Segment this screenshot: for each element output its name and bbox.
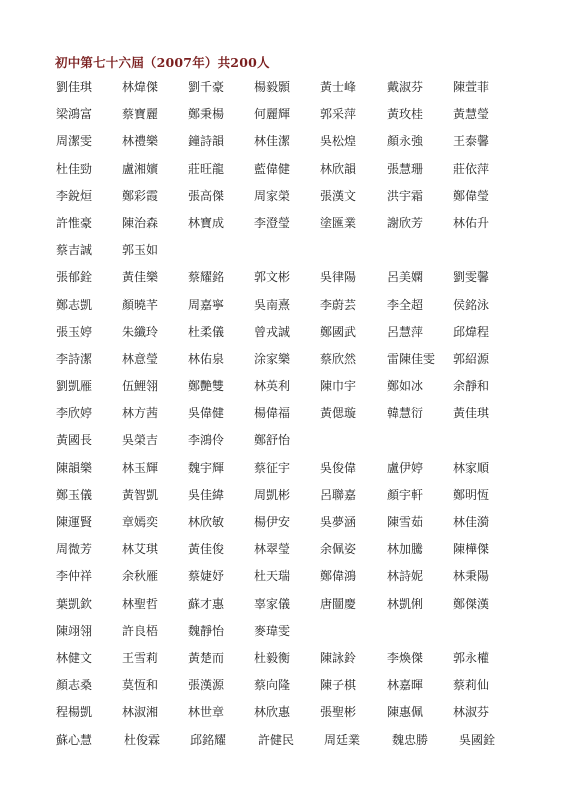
student-name: 鄭國武	[320, 324, 357, 339]
student-name: 呂美嫻	[387, 270, 424, 285]
student-name: 張慧珊	[387, 161, 424, 176]
student-name: 藍偉健	[254, 161, 291, 176]
student-name: 李詩潔	[56, 351, 93, 366]
student-name: 杜天瑞	[254, 569, 291, 584]
student-name: 杜佳勁	[56, 161, 93, 176]
student-name: 周微芳	[56, 542, 93, 557]
student-name: 余秋雁	[122, 569, 159, 584]
student-name: 周凱彬	[254, 487, 291, 502]
student-name: 黃智凱	[122, 487, 159, 502]
student-name: 莫恆和	[122, 678, 159, 693]
student-name: 鄭艷雙	[188, 379, 225, 394]
student-name: 林佳潔	[254, 134, 291, 149]
name-row	[56, 732, 526, 759]
student-name: 林煒傑	[122, 80, 159, 94]
student-name: 黃佳琪	[453, 406, 490, 421]
student-name: 陳樺傑	[453, 542, 490, 557]
student-name: 唐闓慶	[320, 596, 357, 611]
student-name: 蔡欣然	[320, 351, 357, 366]
student-name: 林意瑩	[122, 351, 159, 366]
student-name: 陳巾宇	[320, 379, 357, 394]
student-name: 伍鯉翎	[122, 379, 159, 394]
student-name: 張漢文	[320, 188, 357, 203]
student-name: 楊毅顥	[254, 80, 291, 94]
student-name: 杜俊霖	[124, 732, 161, 747]
page-title: 初中第七十六屆（2007年）共200人	[55, 55, 270, 70]
student-name: 王泰馨	[453, 134, 490, 149]
student-name: 李鴻伶	[188, 433, 225, 448]
name-row	[56, 324, 526, 351]
student-name: 蔡耀銘	[188, 270, 225, 285]
student-name: 王雪莉	[122, 650, 159, 665]
student-name: 鄭如冰	[387, 379, 424, 394]
student-name: 郭采萍	[320, 107, 357, 122]
name-row	[56, 106, 526, 133]
student-name: 劉凱雁	[56, 379, 93, 394]
student-name: 許惟豪	[56, 215, 93, 230]
student-name: 陳雪茹	[387, 515, 424, 529]
name-row	[56, 133, 526, 160]
student-name: 蔡莉仙	[453, 678, 490, 693]
student-name: 張漢源	[188, 678, 225, 693]
student-name: 周潔雯	[56, 134, 93, 149]
student-name: 林凱俐	[387, 596, 424, 611]
student-name: 林欣韻	[320, 161, 357, 176]
student-name: 魏忠勝	[392, 732, 429, 747]
student-name: 黃佳樂	[122, 270, 159, 285]
student-name: 林世章	[188, 705, 225, 720]
name-row	[56, 269, 526, 296]
student-name: 林佑升	[453, 215, 490, 230]
student-name: 鄭玉儀	[56, 487, 93, 502]
student-name: 林英利	[254, 379, 291, 394]
student-name: 李仲祥	[56, 569, 93, 584]
student-name: 吳國銓	[459, 732, 496, 747]
student-name: 吳偉健	[188, 406, 225, 421]
student-name: 蔡婕妤	[188, 569, 225, 584]
student-name: 林欣敏	[188, 515, 225, 529]
student-name: 郭永權	[453, 650, 490, 665]
student-name: 陳詠鈴	[320, 650, 357, 665]
student-name: 林佳漪	[453, 515, 490, 529]
student-name: 吳榮吉	[122, 433, 159, 448]
student-name: 邱銘耀	[190, 732, 227, 747]
student-name: 蔡吉誠	[56, 243, 93, 258]
student-name: 魏靜怡	[188, 623, 225, 638]
student-name: 張郁銓	[56, 270, 93, 285]
student-name: 許健民	[258, 732, 295, 747]
student-name: 黃佳俊	[188, 542, 225, 557]
name-row	[56, 568, 526, 595]
student-name: 盧湘嬪	[122, 161, 159, 176]
student-name: 顏永強	[387, 134, 424, 149]
name-row	[56, 351, 526, 378]
student-name: 雷陳佳雯	[387, 351, 436, 366]
student-name: 章嫣奕	[122, 515, 159, 529]
student-name: 鄭志凱	[56, 297, 93, 312]
student-name: 鐘詩韻	[188, 134, 225, 149]
student-name: 余佩姿	[320, 542, 357, 557]
student-name: 塗匯業	[320, 215, 357, 230]
student-name: 杜柔儀	[188, 324, 225, 339]
student-name: 林健文	[56, 650, 93, 665]
student-name: 鄭秉楊	[188, 107, 225, 122]
student-name: 林玉輝	[122, 460, 159, 475]
student-name: 林聖哲	[122, 596, 159, 611]
student-name: 蘇才惠	[188, 596, 225, 611]
student-name: 李澄瑩	[254, 215, 291, 230]
student-name: 張玉婷	[56, 324, 93, 339]
student-name: 顏曉芊	[122, 297, 159, 312]
student-name: 林禮樂	[122, 134, 159, 149]
student-name: 鄭明恆	[453, 487, 490, 502]
student-name: 吳夢涵	[320, 515, 357, 529]
student-name: 謝欣芳	[387, 215, 424, 230]
name-row	[56, 79, 526, 106]
student-name: 莊旺龍	[188, 161, 225, 176]
student-name: 李欣婷	[56, 406, 93, 421]
student-name: 黃國長	[56, 433, 93, 448]
student-name: 李銳烜	[56, 188, 93, 203]
student-name: 顏宇軒	[387, 487, 424, 502]
student-name: 周家榮	[254, 188, 291, 203]
student-name: 林欣惠	[254, 705, 291, 720]
student-name: 吳松煌	[320, 134, 357, 149]
student-name: 葉凱欽	[56, 596, 93, 611]
name-row	[56, 242, 526, 269]
student-name: 陳韻樂	[56, 460, 93, 475]
student-name: 楊偉福	[254, 406, 291, 421]
student-name: 林秉陽	[453, 569, 490, 584]
student-name: 劉千豪	[188, 80, 225, 94]
student-name: 陳運賢	[56, 515, 93, 529]
student-name: 余靜和	[453, 379, 490, 394]
student-name: 黃慧瑩	[453, 107, 490, 122]
student-name: 鄭傑漢	[453, 596, 490, 611]
student-name: 李蔚芸	[320, 297, 357, 312]
name-row	[56, 405, 526, 432]
student-name: 戴淑芬	[387, 80, 424, 94]
student-name: 魏宇輝	[188, 460, 225, 475]
name-row	[56, 704, 526, 731]
student-name: 李全超	[387, 297, 424, 312]
student-name: 蘇心慧	[56, 732, 93, 747]
student-name: 黃楚而	[188, 650, 225, 665]
name-row	[56, 460, 526, 487]
name-row	[56, 378, 526, 405]
student-name: 盧伊婷	[387, 460, 424, 475]
name-row	[56, 188, 526, 215]
student-name: 楊伊安	[254, 515, 291, 529]
student-name: 林寶成	[188, 215, 225, 230]
name-row	[56, 596, 526, 623]
student-name: 鄭彩霞	[122, 188, 159, 203]
student-name: 林翠瑩	[254, 542, 291, 557]
student-name: 蔡寶麗	[122, 107, 159, 122]
student-name: 黃偲璇	[320, 406, 357, 421]
student-name: 洪宇霜	[387, 188, 424, 203]
student-name: 陳子棋	[320, 678, 357, 693]
student-name: 呂慧萍	[387, 324, 424, 339]
student-name: 侯銘泳	[453, 297, 490, 312]
name-row	[56, 677, 526, 704]
name-row	[56, 487, 526, 514]
student-name: 郭玉如	[122, 243, 159, 258]
student-name: 朱纖玲	[122, 324, 159, 339]
student-name: 陳惠佩	[387, 705, 424, 720]
student-name: 蔡征宇	[254, 460, 291, 475]
student-name: 黃士峰	[320, 80, 357, 94]
student-name: 張高傑	[188, 188, 225, 203]
student-name: 鄭偉瑩	[453, 188, 490, 203]
student-name: 呂聯嘉	[320, 487, 357, 502]
student-name: 林淑芬	[453, 705, 490, 720]
name-row	[56, 541, 526, 568]
student-name: 許良梧	[122, 623, 159, 638]
student-name: 梁鴻富	[56, 107, 93, 122]
student-name: 吳佳緯	[188, 487, 225, 502]
student-name: 何麗輝	[254, 107, 291, 122]
student-name: 涂家樂	[254, 351, 291, 366]
student-name: 鄭偉鴻	[320, 569, 357, 584]
student-name: 吳律陽	[320, 270, 357, 285]
name-row	[56, 623, 526, 650]
student-name: 鄭舒怡	[254, 433, 291, 448]
student-name: 林艾琪	[122, 542, 159, 557]
student-name: 韓慧衍	[387, 406, 424, 421]
name-row	[56, 650, 526, 677]
student-name: 莊依萍	[453, 161, 490, 176]
student-name: 曾戎誠	[254, 324, 291, 339]
name-row	[56, 432, 526, 459]
student-name: 林加騰	[387, 542, 424, 557]
student-name: 林淑湘	[122, 705, 159, 720]
student-name: 黃玫桂	[387, 107, 424, 122]
student-name: 劉雯馨	[453, 270, 490, 285]
student-name: 邱煒程	[453, 324, 490, 339]
student-name: 蔡向隆	[254, 678, 291, 693]
student-name: 杜毅衡	[254, 650, 291, 665]
student-name: 李煥傑	[387, 650, 424, 665]
student-name: 張聖彬	[320, 705, 357, 720]
student-name: 林家順	[453, 460, 490, 475]
name-row	[56, 514, 526, 541]
name-row	[56, 297, 526, 324]
student-name: 陳萱菲	[453, 80, 490, 94]
student-name: 周嘉寧	[188, 297, 225, 312]
student-name: 程楊凱	[56, 705, 93, 720]
student-name: 郭紹源	[453, 351, 490, 366]
student-name: 陳翊翎	[56, 623, 93, 638]
student-name: 吳俊偉	[320, 460, 357, 475]
student-name-list	[56, 79, 526, 759]
student-name: 麥瑋雯	[254, 623, 291, 638]
student-name: 陳治森	[122, 215, 159, 230]
student-name: 林佑泉	[188, 351, 225, 366]
student-name: 林詩妮	[387, 569, 424, 584]
student-name: 吳南熹	[254, 297, 291, 312]
student-name: 郭文彬	[254, 270, 291, 285]
name-row	[56, 161, 526, 188]
student-name: 林方茜	[122, 406, 159, 421]
student-name: 顏志桑	[56, 678, 93, 693]
student-name: 周廷業	[324, 732, 361, 747]
student-name: 林嘉暉	[387, 678, 424, 693]
name-row	[56, 215, 526, 242]
student-name: 辜家儀	[254, 596, 291, 611]
student-name: 劉佳琪	[56, 80, 93, 94]
